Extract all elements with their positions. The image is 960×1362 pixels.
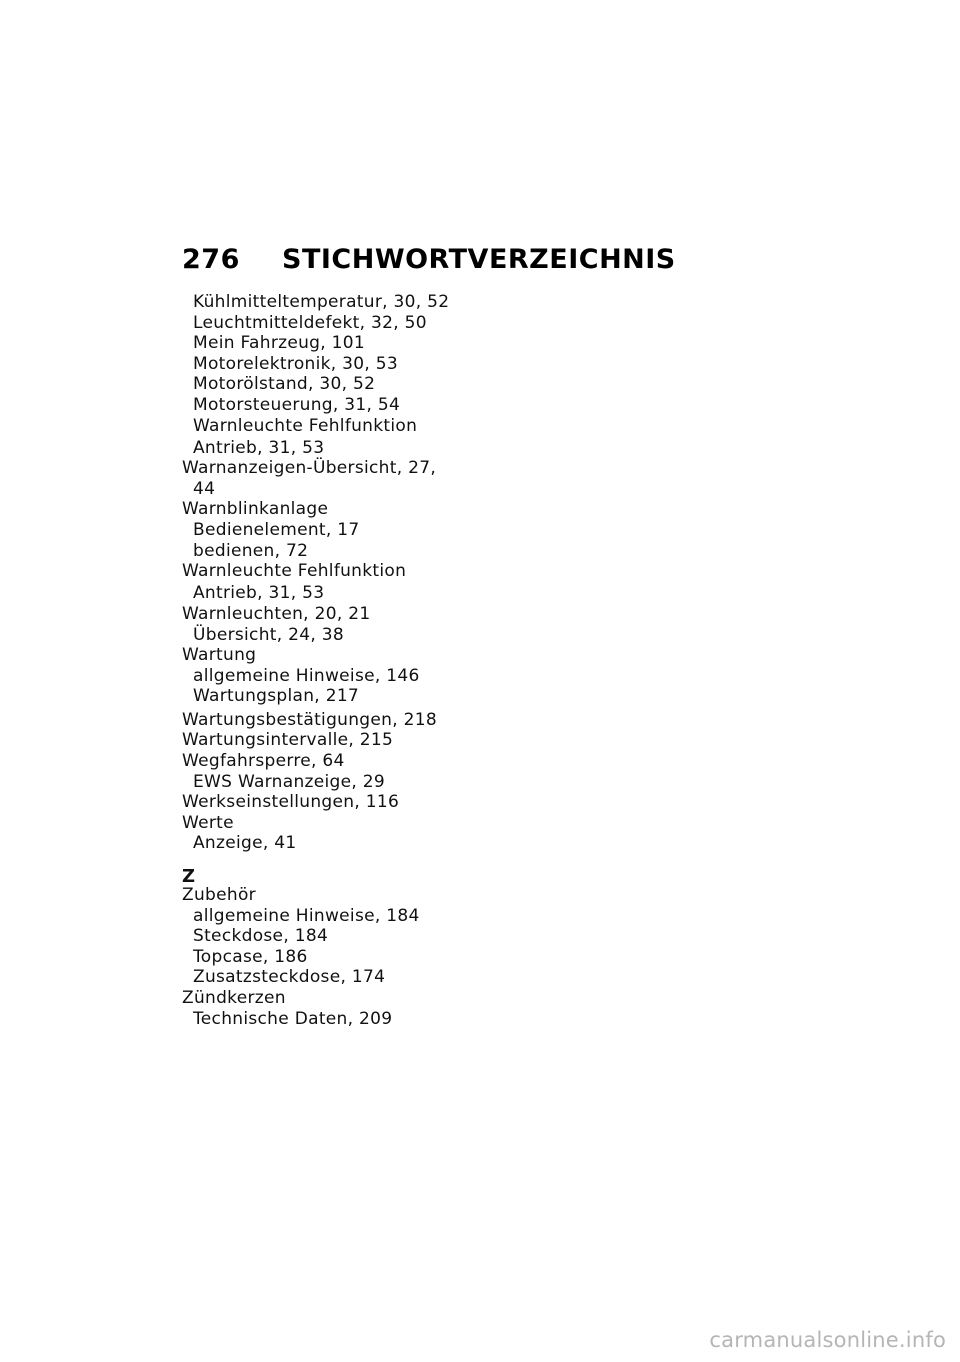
index-entry: Werkseinstellungen, 116 bbox=[182, 792, 400, 813]
index-subentry: EWS Warnanzeige, 29 bbox=[193, 771, 386, 792]
index-subentry: Technische Daten, 209 bbox=[193, 1008, 393, 1029]
index-subentry: Bedienelement, 17 bbox=[193, 520, 360, 541]
index-subentry: Topcase, 186 bbox=[193, 946, 308, 967]
page-number: 276 bbox=[182, 244, 240, 275]
index-subentry: Zusatzsteckdose, 174 bbox=[193, 967, 386, 988]
index-subentry: Wartungsplan, 217 bbox=[193, 686, 360, 707]
index-subentry: Steckdose, 184 bbox=[193, 926, 329, 947]
index-subentry: Warnleuchte Fehlfunktion bbox=[193, 415, 418, 436]
index-subentry: Mein Fahrzeug, 101 bbox=[193, 333, 366, 354]
index-entry-continuation: 44 bbox=[193, 478, 216, 499]
index-entry: Warnleuchten, 20, 21 bbox=[182, 603, 371, 624]
index-subentry: Motorelektronik, 30, 53 bbox=[193, 353, 399, 374]
index-entry: Wegfahrsperre, 64 bbox=[182, 751, 345, 772]
index-subentry: Antrieb, 31, 53 bbox=[193, 437, 325, 458]
index-entry: Wartungsintervalle, 215 bbox=[182, 730, 394, 751]
index-entry: Warnblinkanlage bbox=[182, 499, 329, 520]
index-subentry: Kühlmitteltemperatur, 30, 52 bbox=[193, 292, 450, 312]
index-letter-heading: Z bbox=[182, 866, 196, 888]
index-subentry: Übersicht, 24, 38 bbox=[193, 624, 345, 645]
index-subentry: Motorsteuerung, 31, 54 bbox=[193, 394, 401, 415]
section-title: STICHWORTVERZEICHNIS bbox=[282, 244, 676, 275]
index-entry: Wartung bbox=[182, 645, 257, 666]
index-entry: Zubehör bbox=[182, 885, 256, 906]
watermark: carmanualsonline.info bbox=[709, 1328, 946, 1352]
index-subentry: Antrieb, 31, 53 bbox=[193, 583, 325, 604]
index-entry: Wartungsbestätigungen, 218 bbox=[182, 709, 437, 730]
index-subentry: Anzeige, 41 bbox=[193, 833, 297, 854]
index-subentry: allgemeine Hinweise, 146 bbox=[193, 665, 420, 686]
index-entry: Zündkerzen bbox=[182, 988, 286, 1008]
index-entry: Werte bbox=[182, 812, 234, 833]
index-subentry: bedienen, 72 bbox=[193, 540, 309, 561]
index-subentry: allgemeine Hinweise, 184 bbox=[193, 905, 420, 926]
index-list bbox=[182, 292, 482, 1029]
index-subentry: Leuchtmitteldefekt, 32, 50 bbox=[193, 312, 427, 333]
page-header bbox=[182, 244, 676, 275]
index-subentry: Motorölstand, 30, 52 bbox=[193, 374, 376, 395]
index-entry: Warnanzeigen-Übersicht, 27, bbox=[182, 458, 437, 479]
index-entry: Warnleuchte Fehlfunktion bbox=[182, 561, 407, 582]
